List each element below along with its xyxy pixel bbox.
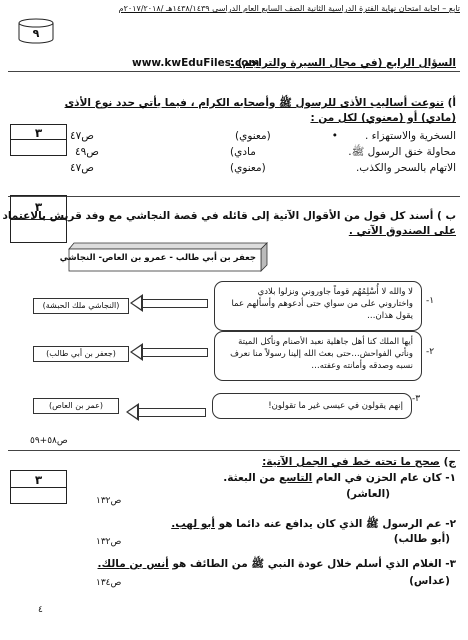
question4-title: السؤال الرابع (في مجال السيرة والتراجم) : — [229, 57, 456, 69]
part-c-ref-2: ص١٣٢ — [96, 537, 122, 547]
answer-1: (النجاشي ملك الحبشة) — [33, 298, 129, 314]
exam-title: تابع – اجابة امتحان نهاية الفترة الدراسية الثانية الصف السابع العام الدراسى ١٤٣٨/١٤٣٩هـ /٢٠١٧/٢٠١٨م — [118, 4, 460, 13]
arrow-2-icon — [130, 345, 208, 359]
part-a-sub: (مادي) أو (معنوي) لكل من : — [310, 112, 456, 124]
item-ref: ص٤٧ — [70, 162, 94, 174]
part-c-item-1 — [80, 472, 456, 484]
part-b-text: أسند كل قول من الأقوال الآتية إلى قائله في قصة النجاشي مع وفد قريش بالاعتماد — [2, 210, 434, 222]
part-a-question — [64, 97, 456, 112]
page-circle — [17, 18, 55, 44]
arrow-1-icon — [130, 296, 208, 310]
part-b-ref: ص٥٨+٥٩ — [30, 436, 68, 446]
item-after: من البعثة. — [223, 472, 279, 484]
item-answer: (معنوي) — [235, 130, 271, 142]
part-a-label: أ) — [447, 97, 456, 109]
item-num: ٣- — [441, 558, 456, 570]
part-b-label: ب ) — [436, 210, 456, 222]
part-b-question — [2, 210, 456, 222]
part-a-item — [70, 162, 456, 178]
quote-3-number: -٣ — [412, 394, 421, 404]
answer-2: (جعفر بن أبي طالب) — [33, 346, 129, 362]
names-box-text: جعفر بن أبي طالب - عمرو بن العاص- النجاشي — [59, 253, 256, 263]
item-num: ٢- — [441, 518, 456, 530]
part-a-text: تنوعت أساليب الأذى للرسول ﷺ وأصحابه الكرام ، فيما يأتي حدد نوع الأذى — [64, 97, 444, 109]
part-a-items — [70, 130, 456, 178]
item-underlined: أنس بن مالك. — [97, 558, 169, 570]
part-c-answer-3: (عداس) — [409, 575, 450, 587]
item-ref: ص٤٩ — [75, 146, 99, 158]
item-answer: (معنوي) — [230, 162, 266, 174]
item-text: محاولة خنق الرسول ﷺ. — [348, 146, 456, 158]
part-b-score: ٣ — [34, 200, 43, 214]
quote-2: أيها الملك كنا أهل جاهلية نعبد الأصنام ونأكل الميتة ونأتي الفواحش…حتى بعث الله إلينا رسولاً منا نعرف نسبه وصدقه وأمانته وعفته… — [214, 331, 422, 381]
hr-top — [8, 71, 460, 72]
hr-b — [8, 450, 460, 451]
part-c-label: ج) — [443, 456, 456, 468]
part-a-score-box — [10, 124, 67, 156]
part-a-item — [70, 130, 456, 146]
part-c-answer-2: (أبو طالب) — [393, 533, 450, 545]
hr-a — [8, 196, 460, 197]
website-link[interactable]: www.kwEduFiles.com — [132, 57, 260, 69]
page-number: ٤ — [38, 605, 43, 615]
names-box — [59, 242, 268, 272]
quote-2-number: -٢ — [426, 347, 435, 357]
item-ref: ص٤٧ — [70, 130, 94, 142]
part-c-question — [250, 456, 456, 468]
part-c-ref-1: ص١٣٢ — [96, 496, 122, 506]
quote-1: لا والله لا أُسْلِمُهُم قوماً جاوروني ونزلوا بلادي واختاروني على من سواي حتى أدعوهم وأسألهم عما يقول هذان… — [214, 281, 422, 331]
item-text: الاتهام بالسحر والكذب. — [355, 162, 456, 174]
item-before: كان عام الحزن في العام — [312, 472, 442, 484]
part-a-score: ٣ — [34, 126, 43, 140]
answer-3: (عمر بن العاص) — [33, 398, 119, 414]
page-circle-number: ٩ — [32, 27, 40, 40]
part-c-score-box — [10, 470, 67, 504]
item-before: عم الرسول ﷺ الذي كان يدافع عنه دائما هو — [214, 518, 442, 530]
part-b-text2: على الصندوق الآتي . — [348, 225, 456, 237]
quote-1-number: -١ — [426, 296, 435, 306]
part-a-item — [70, 146, 456, 162]
item-underlined: أبو لهب. — [171, 518, 215, 530]
item-answer: مادي) — [230, 146, 256, 158]
part-c-ref-3: ص١٣٤ — [96, 578, 122, 588]
item-text: السخرية والاستهزاء . — [364, 130, 456, 142]
part-c-score: ٣ — [34, 473, 43, 487]
arrow-3-icon — [126, 405, 206, 419]
bullet-icon: • — [331, 130, 338, 142]
item-num: ١- — [441, 472, 456, 484]
item-underlined: التاسع — [278, 472, 313, 484]
part-c-item-2 — [80, 518, 456, 533]
part-c-item-3 — [60, 558, 456, 573]
part-c-answer-1: (العاشر) — [346, 488, 390, 500]
quote-3: إنهم يقولون في عيسى غير ما تقولون! — [212, 393, 412, 419]
item-before: الغلام الذي أسلم خلال عودة النبي ﷺ من الطائف هو — [168, 558, 442, 570]
part-c-text: صحح ما تحته خط في الجمل الآتية: — [262, 456, 440, 468]
